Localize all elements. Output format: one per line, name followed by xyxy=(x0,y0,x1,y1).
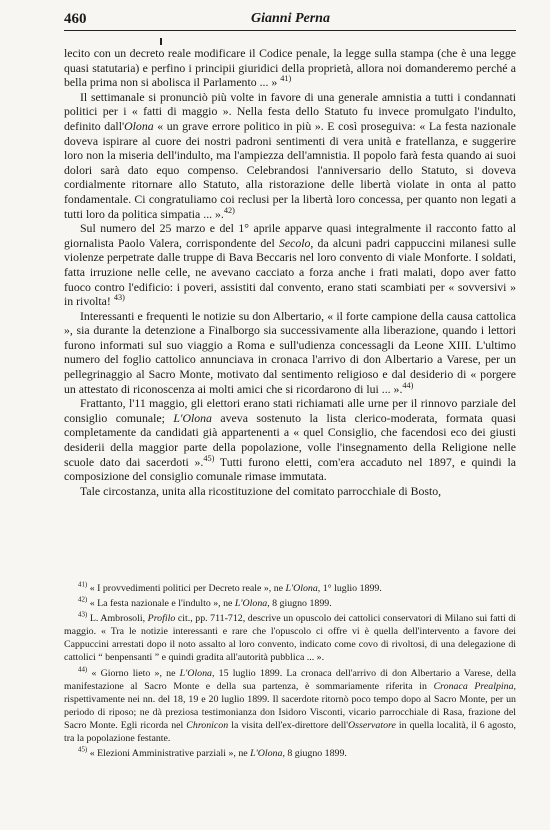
text-run: Il settimanale si pronunciò più volte in favore di una generale amnistia a tutti i condannati politici per i « fatti di maggio ». Nella festa dello Statuto fu invece promulgato l'indulto, definito dall' xyxy=(64,89,516,133)
italic-text: L'Olona xyxy=(173,410,212,425)
italic-text: L'Olona xyxy=(179,667,212,679)
note-reference: 44) xyxy=(402,380,414,390)
footnote xyxy=(64,747,516,760)
footnote xyxy=(64,582,516,595)
italic-text: L'Olona xyxy=(234,598,268,610)
text-run: aveva sostenuto la lista clerico-moderata, formata quasi completamente da candidati già appartenenti a « quel Consiglio, che facendosi eco dei giusti desiderii della maggior parte della popolazione, volle l'insegnamento della Religione nelle scuole dato dai sacerdoti ». xyxy=(64,410,516,469)
print-mark xyxy=(160,38,162,45)
text-run: in quella località, il 6 agosto, tra la popolazione festante. xyxy=(64,719,517,745)
text-run: Tutti furono eletti, com'era accaduto nel 1897, e quindi la composizione del consiglio comunale rimase immutata. xyxy=(64,454,516,484)
italic-text: L'Olona xyxy=(285,583,318,594)
paragraph xyxy=(64,90,516,221)
text-run: Sul numero del 25 marzo e del 1° aprile apparve quasi integralmente il racconto fatto al giornalista Paolo Valera, corrispondente del xyxy=(64,221,516,250)
text-run: Interessanti e frequenti le notizie su don Albertario, « il forte campione della causa cattolica », sia durante la detenzione a Finalborgo sia successivamente alla liberazione, quando i lettori furono informati sul suo viaggio a Roma e sull'udienza concessagli da Leone XIII. L'ultimo numero del foglio cattolico annunciava in cronaca l'arrivo di don Albertario a Varese, per un pellegrinaggio al Sacro Monte, motivato dal sentimento religioso e dal desiderio di « porgere un attestato di riconoscenza ai molti amici che si ricordarono di lui ... ». xyxy=(64,308,516,396)
italic-text: Cronaca Prealpina xyxy=(433,680,514,692)
text-run: , da alcuni padri cappuccini milanesi sulle violenze perpetrate dalle truppe di Bava Beccaris nel loro convento di viale Monforte. I soldati, fatta irruzione nelle celle, ne avevano cacciato a forza anche i frati malati, dopo aver fatto fuoco contro l'edificio: i poveri, assistiti dal convento, erano stati scambiati per « sovversivi » in rivolta! xyxy=(64,235,517,309)
text-run: « La festa nazionale e l'indulto », ne xyxy=(87,598,235,610)
note-reference: 41) xyxy=(78,581,88,589)
main-text xyxy=(64,46,516,498)
footnote xyxy=(64,667,516,746)
text-run: « un grave errore politico in più ». E così proseguiva: « La festa nazionale doveva ispirare al cuore dei nostri padroni sentimenti di vera unità e fratellanza, e suggerire loro non la miseria dell'indulto, ma l'ampiezza dell'amnistia. Il popolo farà festa quando ai suoi dolori sarà dato equo compenso. Celebrandosi l'anniversario dello Statuto, si doveva cordialmente ritornare allo Statuto, alla ristorazione delle libertà violate in onta al patto fondamentale. Ci congratuliamo coi reclusi per la libertà loro concessa, per quanto non legati a tutti loro da politica simpatia ... ». xyxy=(64,118,516,221)
italic-text: Profilo xyxy=(147,613,176,625)
text-run: , 1° luglio 1899. xyxy=(317,583,382,594)
text-run: « I provvedimenti politici per Decreto reale », ne xyxy=(87,583,286,594)
footnotes xyxy=(64,582,516,760)
italic-text: Secolo xyxy=(278,235,311,250)
italic-text: L'Olona xyxy=(250,748,283,760)
text-run: Tale circostanza, unita alla ricostituzione del comitato parrocchiale di Bosto, xyxy=(80,483,442,498)
note-reference: 45) xyxy=(78,746,88,754)
italic-text: Olona xyxy=(124,118,154,133)
footnote xyxy=(64,612,516,664)
note-reference: 41) xyxy=(280,74,292,84)
text-run: « Giorno lieto », ne xyxy=(87,667,180,679)
footnote xyxy=(64,597,516,610)
text-run: , 8 giugno 1899. xyxy=(282,748,347,760)
note-reference: 43) xyxy=(113,293,125,303)
text-run: , 15 luglio 1899. La cronaca dell'arrivo di don Albertario a Varese, della manifestazione al Sacro Monte e della sua partenza, è sommariamente riferita in xyxy=(64,667,516,692)
paragraph xyxy=(64,46,516,90)
note-reference: 42) xyxy=(78,596,88,604)
italic-text: Chronicon xyxy=(186,719,229,731)
text-run: lecito con un decreto reale modificare il Codice penale, la legge sulla stampa (che è una legge quasi statutaria) e perfino i principii giuridici della proprietà, allora noi domanderemo perché a bella prima non si abolisca il Parlamento ... » xyxy=(64,46,516,90)
note-reference: 45) xyxy=(203,453,215,463)
text-run: Frattanto, l'11 maggio, gli elettori erano stati richiamati alle urne per il rinnovo parziale del consiglio comunale; xyxy=(64,396,516,425)
note-reference: 42) xyxy=(223,205,235,215)
text-run: L. Ambrosoli, xyxy=(87,613,148,625)
text-run: , 8 giugno 1899. xyxy=(267,598,332,610)
paragraph xyxy=(64,221,516,309)
paragraph xyxy=(64,396,516,484)
note-reference: 43) xyxy=(78,611,88,619)
note-reference: 44) xyxy=(78,666,88,674)
paragraph xyxy=(64,484,516,499)
page-number: 460 xyxy=(64,11,87,27)
italic-text: Osservatore xyxy=(348,719,396,731)
text-run: , rispettivamente nei nn. del 18, 19 e 20 luglio 1899. Il sacerdote ritornò poco tempo dopo al Sacro Monte, per un periodo di riposo; ne dà preziosa testimonianza don Isidoro Visconti, vicario parrocchiale di Rasa, frazione del Sacro Monte. Egli ricorda nel xyxy=(64,680,517,731)
text-run: cit., pp. 711-712, descrive un opuscolo dei cattolici conservatori di Milano sui fatti di maggio. « Tra le notizie interessanti e rare che l'opuscolo ci offre vi è quella dell'intervento a favore dei Cappuccini arrestati dopo il noto assalto al loro convento, indicato come covo di rivoltosi, di una delegazione di cattolici “ benpensanti ” e quindi gradita all'autorità pubblica ... ». xyxy=(64,613,516,664)
paragraph xyxy=(64,309,516,397)
text-run: « Elezioni Amministrative parziali », ne xyxy=(87,748,251,760)
running-title: Gianni Perna xyxy=(251,11,330,26)
running-header xyxy=(64,10,516,31)
text-run: la visita dell'ex-direttore dell' xyxy=(228,719,348,731)
